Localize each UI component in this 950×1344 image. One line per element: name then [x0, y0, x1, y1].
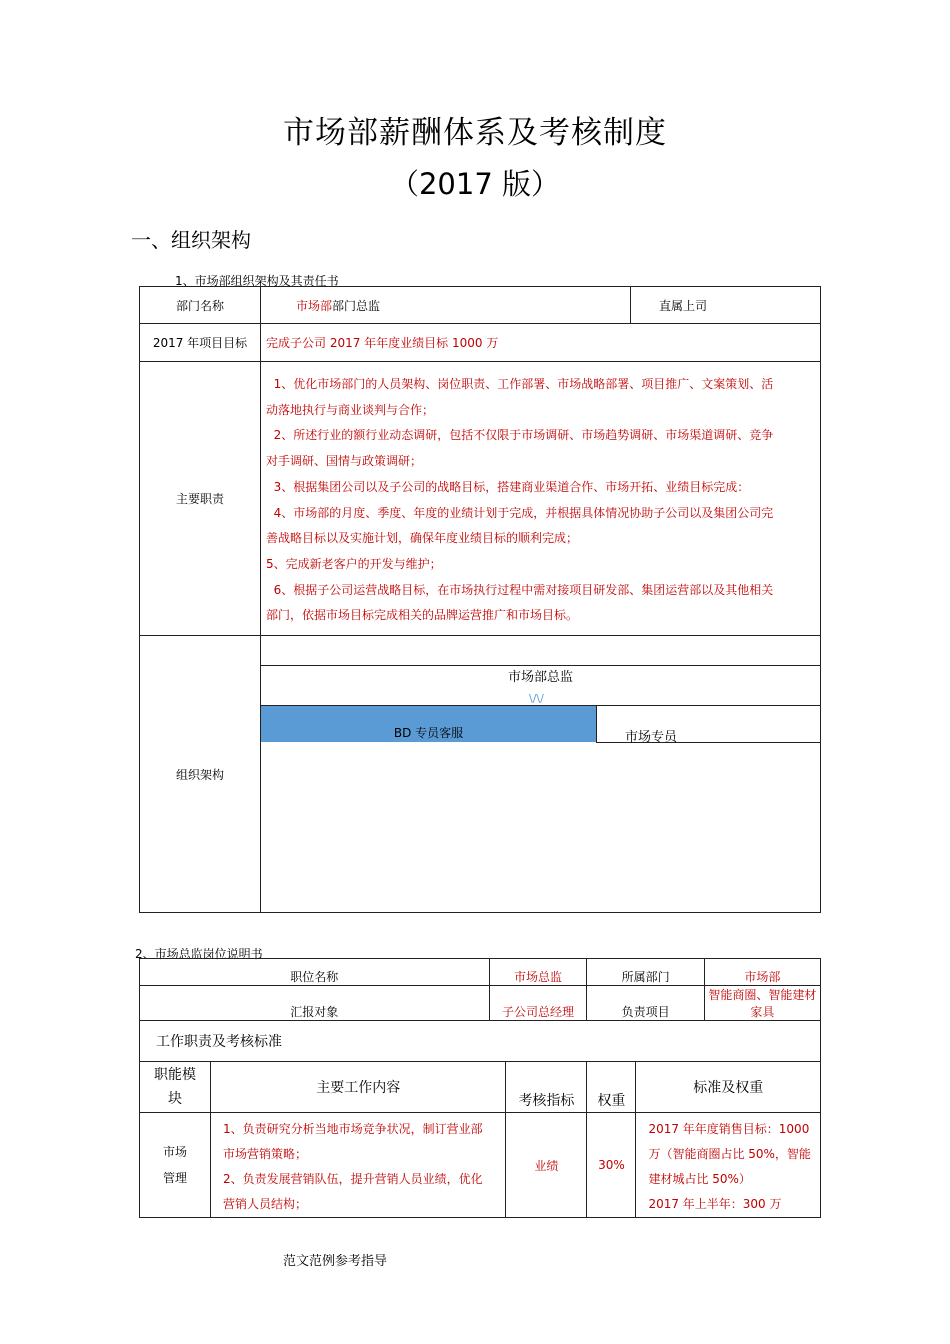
section-header: 工作职责及考核标准 [156, 1034, 282, 1050]
metric-cell [506, 1113, 587, 1218]
footer-text: 范文范例参考指导 [283, 1254, 388, 1269]
org-chart-cell [261, 636, 821, 913]
goal-value: 完成子公司 2017 年年度业绩目标 1000 万 [266, 336, 499, 350]
col-content-label: 主要工作内容 [316, 1080, 401, 1096]
goal-label-cell [140, 324, 261, 362]
org-left-node [261, 706, 597, 742]
dept-label: 部门名称 [175, 298, 224, 313]
content-list [223, 1117, 501, 1217]
col-metric-label: 考核指标 [518, 1093, 575, 1109]
dept-label: 所属部门 [621, 970, 670, 984]
duty-line: 1、优化市场部门的人员架构、岗位职责、工作部署、市场战略部署、项目推广、文案策划、活 [266, 377, 774, 391]
report-label-cell [140, 986, 490, 1021]
org-right-node: 市场专员 [625, 730, 678, 745]
dept-value: 市场部 [744, 970, 781, 984]
org-top-node: 市场部总监 [507, 670, 573, 685]
weight-value: 30% [598, 1158, 625, 1172]
duty-line: 4、市场部的月度、季度、年度的业绩计划于完成，并根据具体情况协助子公司以及集团公司完 [266, 505, 774, 520]
document-title: 市场部薪酬体系及考核制度 [283, 115, 667, 151]
duties-label: 主要职责 [175, 492, 224, 506]
project-label: 负责项目 [621, 1005, 670, 1019]
job-description-table [139, 958, 821, 1218]
section-header-cell [140, 1021, 821, 1062]
standard-list [648, 1117, 816, 1217]
standard-line: 2017 年年度销售目标：1000 [648, 1122, 810, 1136]
col-module-label: 职能模块 [154, 1067, 196, 1107]
duty-line: 5、完成新老客户的开发与维护； [266, 556, 442, 571]
col-weight-header [587, 1062, 636, 1113]
col-standard-label: 标准及权重 [693, 1080, 764, 1096]
project-value-cell [704, 986, 820, 1021]
duty-line: 3、根据集团公司以及子公司的战略目标，搭建商业渠道合作、市场开拓、业绩目标完成： [266, 479, 750, 494]
section-heading: 一、组织架构 [131, 228, 251, 252]
duty-line: 善战略目标以及实施计划，确保年度业绩目标的顺利完成； [266, 531, 579, 546]
table1-caption: 1、市场部组织架构及其责任书 [175, 274, 339, 288]
report-label: 汇报对象 [290, 1005, 339, 1019]
content-line: 市场营销策略； [223, 1147, 308, 1161]
goal-label: 2017 年项目目标 [152, 336, 248, 350]
pos-value-cell [489, 959, 587, 986]
duties-cell [261, 362, 821, 636]
superior-cell [631, 287, 821, 324]
module-value: 市场管理 [162, 1145, 187, 1185]
dept-value-cell [704, 959, 820, 986]
org-label-cell [140, 636, 261, 913]
report-value: 子公司总经理 [502, 1005, 575, 1019]
dept-value-cell [261, 287, 631, 324]
org-left-label: BD 专员客服 [393, 726, 464, 740]
dept-label-cell [587, 959, 704, 986]
duties-list [266, 372, 812, 629]
standard-line: 2017 年上半年：300 万 [648, 1197, 782, 1211]
content-line: 1、负责研究分析当地市场竞争状况，制订营业部 [223, 1122, 483, 1136]
pos-label-cell [140, 959, 490, 986]
standard-cell [636, 1113, 821, 1218]
org-connector-icon: \/\/ [529, 692, 544, 705]
pos-label: 职位名称 [290, 970, 339, 984]
col-standard-header [636, 1062, 821, 1113]
project-label-cell [587, 986, 704, 1021]
duty-line: 2、所述行业的额行业动态调研，包括不仅限于市场调研、市场趋势调研、市场渠道调研、竞争 [266, 428, 774, 443]
project-value: 智能商圈、智能建材家具 [708, 988, 817, 1019]
content-cell [211, 1113, 506, 1218]
duty-line: 对手调研、国情与政策调研； [266, 454, 423, 469]
weight-cell [587, 1113, 636, 1218]
module-cell [140, 1113, 211, 1218]
col-module-header [140, 1062, 211, 1113]
col-weight-label: 权重 [597, 1093, 626, 1109]
content-line: 营销人员结构； [223, 1197, 308, 1211]
metric-value: 业绩 [534, 1158, 559, 1173]
org-label: 组织架构 [175, 767, 224, 782]
org-divider [596, 742, 820, 743]
dept-value-black: 部门总监 [332, 298, 381, 313]
report-value-cell [489, 986, 587, 1021]
content-line: 2、负责发展营销队伍，提升营销人员业绩，优化 [223, 1172, 483, 1186]
standard-line: 建材城占比 50%） [648, 1172, 751, 1186]
pos-value: 市场总监 [514, 970, 563, 984]
dept-label-cell [140, 287, 261, 324]
duty-line: 动落地执行与商业谈判与合作； [266, 402, 435, 417]
duties-label-cell [140, 362, 261, 636]
duty-line: 6、根据子公司运营战略目标，在市场执行过程中需对接项目研发部、集团运营部以及其他相关 [266, 582, 774, 597]
org-responsibility-table [139, 286, 821, 913]
table2-caption: 2、市场总监岗位说明书 [135, 947, 263, 961]
org-chart [261, 636, 820, 912]
superior-label: 直属上司 [659, 298, 708, 313]
document-subtitle: （2017 版） [389, 167, 561, 201]
col-content-header [211, 1062, 506, 1113]
col-metric-header [506, 1062, 587, 1113]
dept-value-red: 市场部 [296, 298, 333, 313]
goal-value-cell [261, 324, 821, 362]
duty-line: 部门，依据市场目标完成相关的品牌运营推广和市场目标。 [266, 608, 579, 623]
standard-line: 万（智能商圈占比 50%，智能 [648, 1147, 811, 1161]
